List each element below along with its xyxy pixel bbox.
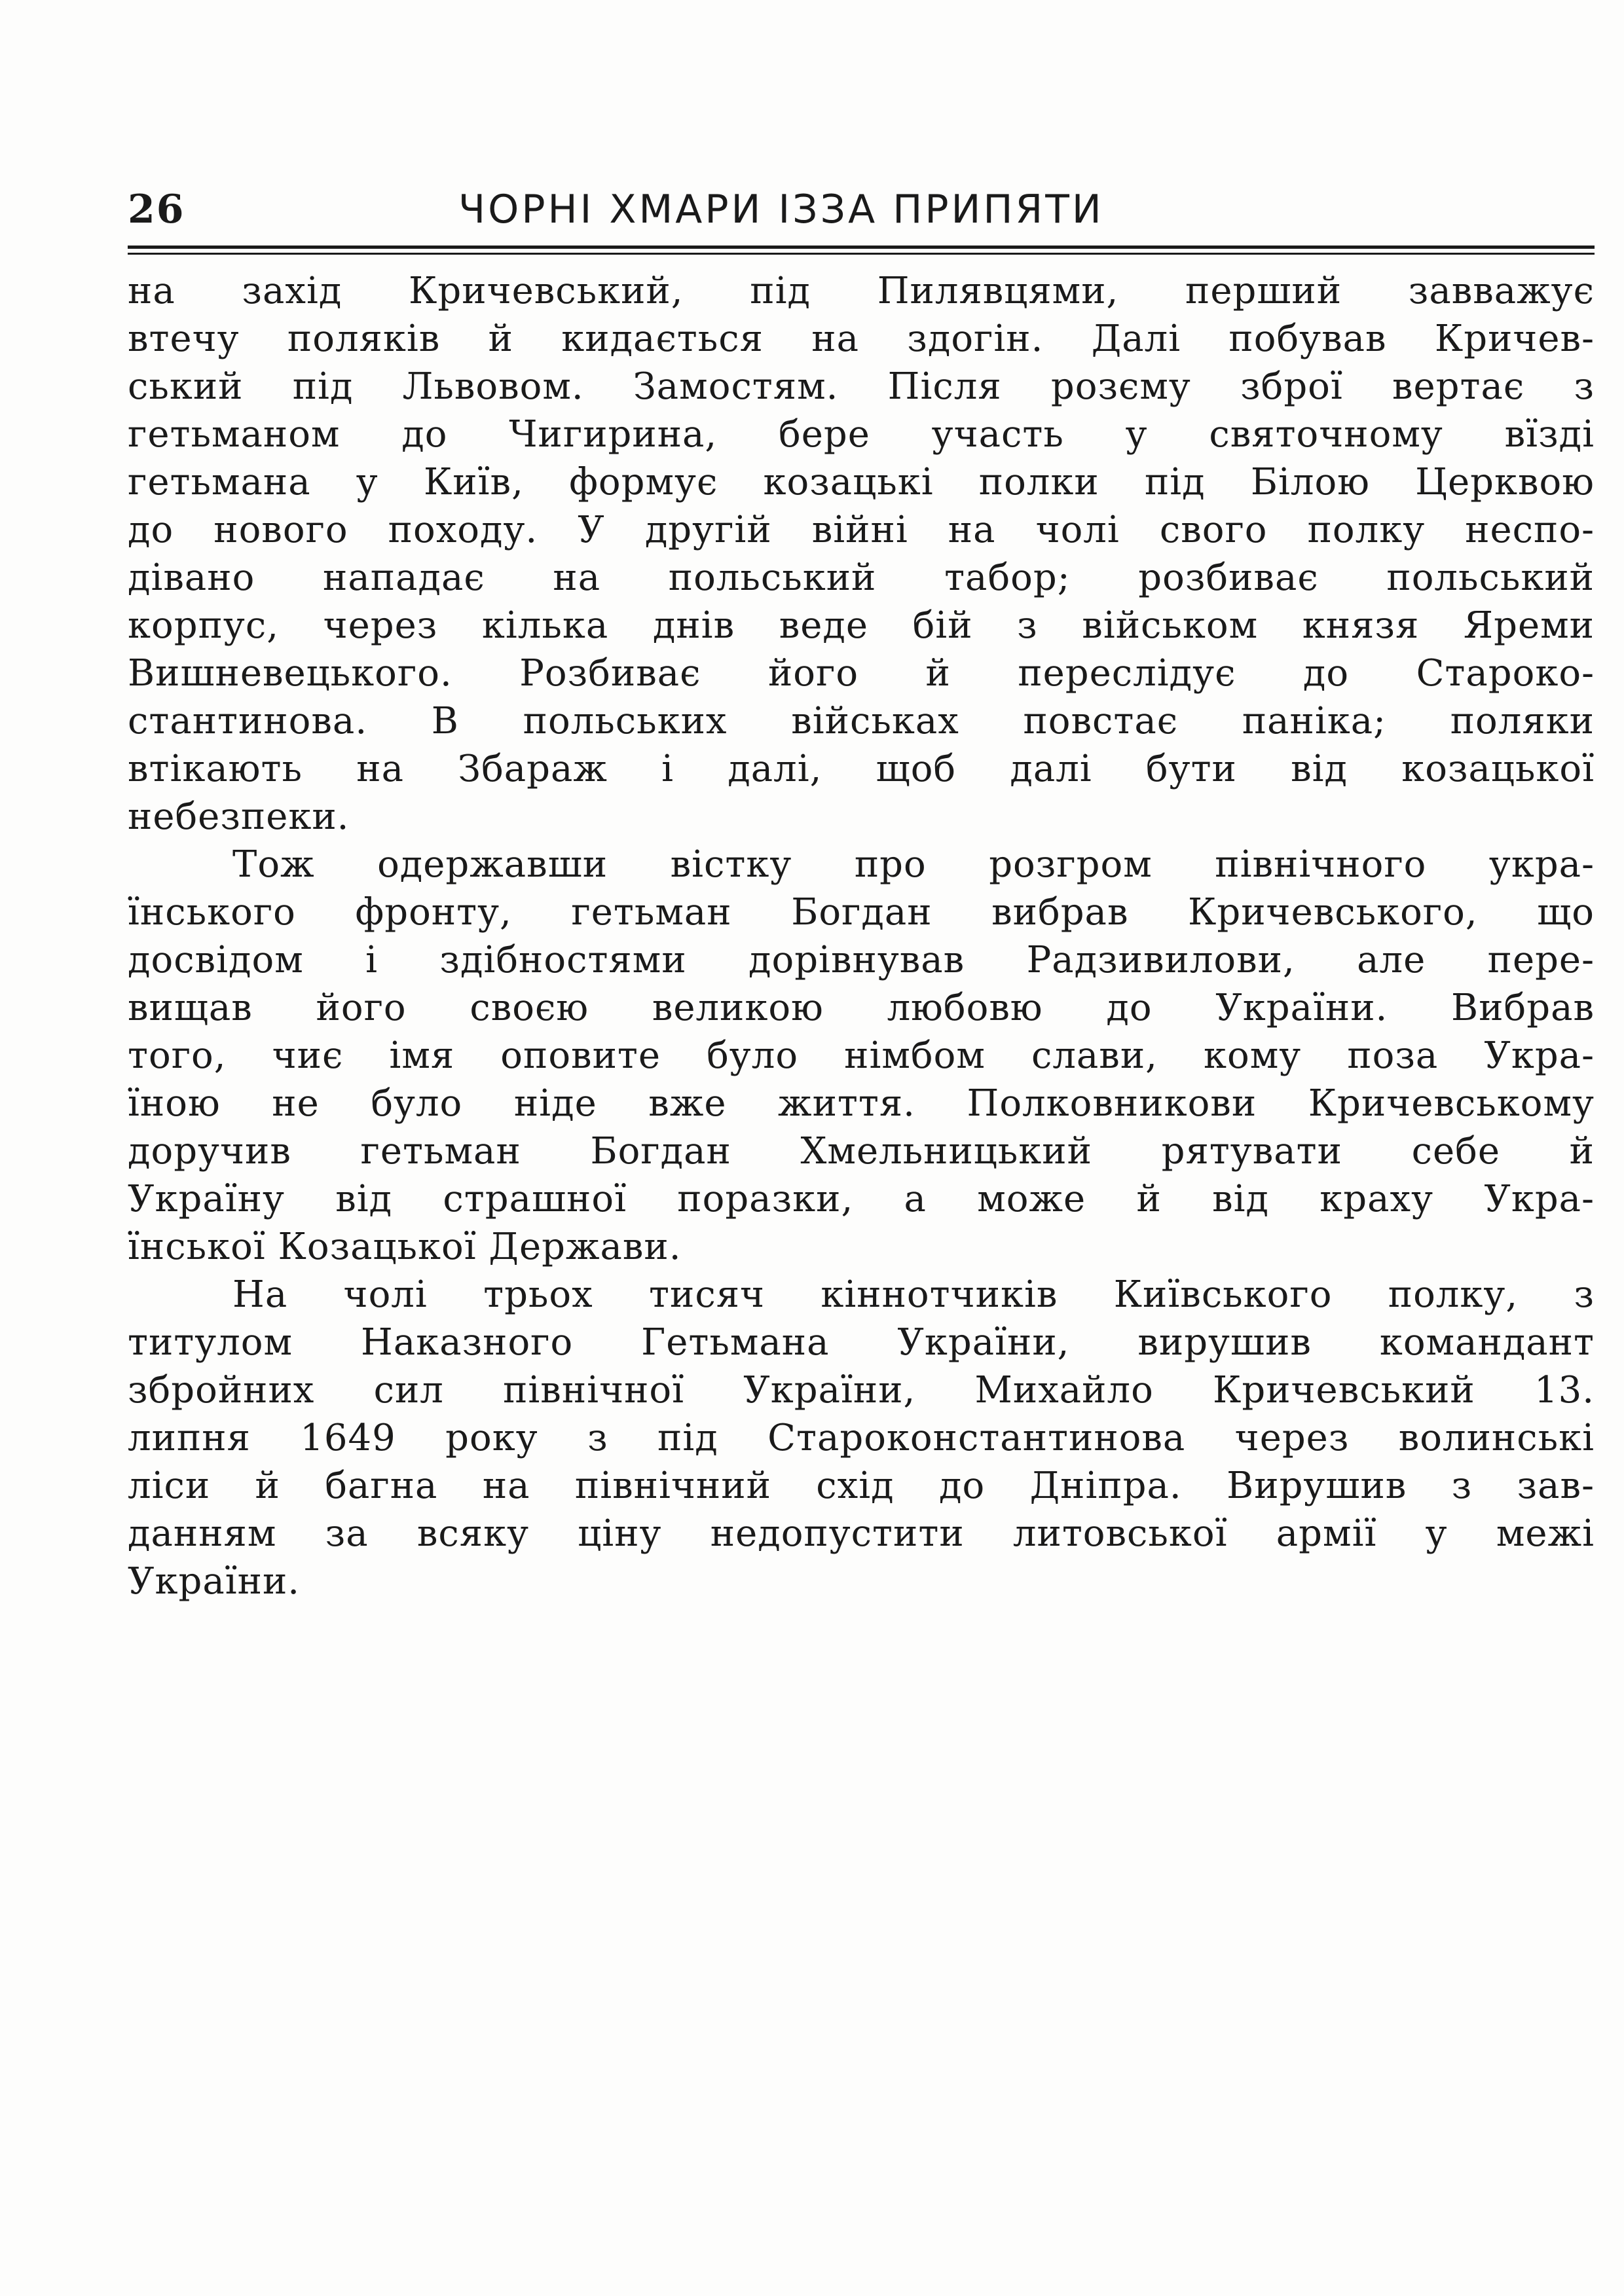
text-line: Вишневецького. Розбиває його й переслідує до Староко- xyxy=(128,652,1595,695)
text-line: гетьмана у Київ, формує козацькі полки під Білою Церквою xyxy=(128,461,1595,503)
text-line: їною не було ніде вже життя. Полковникови Кричевському xyxy=(128,1082,1595,1125)
header-rule xyxy=(128,246,1595,255)
text-line: втікають на Збараж і далі, щоб далі бути від козацької xyxy=(128,748,1595,790)
text-line: вищав його своєю великою любовю до України. Вибрав xyxy=(128,987,1595,1029)
text-line: стантинова. В польських військах повстає паніка; поляки xyxy=(128,700,1595,742)
text-line: титулом Наказного Гетьмана України, вирушив командант xyxy=(128,1321,1595,1364)
text-line: втечу поляків й кидається на здогін. Далі побував Кричев- xyxy=(128,318,1595,360)
running-title: ЧОРНІ ХМАРИ ІЗЗА ПРИПЯТИ xyxy=(458,187,1104,232)
text-line: корпус, через кілька днів веде бій з військом князя Яреми xyxy=(128,604,1595,647)
page-number: 26 xyxy=(128,187,185,232)
text-line: того, чиє імя оповите було німбом слави, кому поза Укра- xyxy=(128,1034,1595,1077)
text-line: збройних сил північної України, Михайло Кричевський 13. xyxy=(128,1369,1595,1412)
text-line: ліси й багна на північний схід до Дніпра. Вирушив з зав- xyxy=(128,1465,1595,1507)
body-text xyxy=(128,267,1595,1605)
text-line: липня 1649 року з під Староконстантинова через волинські xyxy=(128,1417,1595,1459)
text-line: до нового походу. У другій війні на чолі свого полку неспо- xyxy=(128,509,1595,551)
text-line: їнського фронту, гетьман Богдан вибрав Кричевського, що xyxy=(128,891,1595,934)
text-line: досвідом і здібностями дорівнував Радзивилови, але пере- xyxy=(128,939,1595,981)
text-line: України. xyxy=(128,1560,301,1603)
text-line: ський під Львовом. Замостям. Після розєму зброї вертає з xyxy=(128,365,1595,408)
text-line: дівано нападає на польський табор; розбиває польський xyxy=(128,556,1595,599)
page-header xyxy=(128,180,1595,239)
text-line: Україну від страшної поразки, а може й від краху Укра- xyxy=(128,1178,1595,1220)
text-line: данням за всяку ціну недопустити литовської армії у межі xyxy=(128,1512,1595,1555)
text-line: на захід Кричевський, під Пилявцями, перший завважує xyxy=(128,270,1595,312)
text-line: доручив гетьман Богдан Хмельницький рятувати себе й xyxy=(128,1130,1595,1173)
text-line: На чолі трьох тисяч кіннотчиків Київського полку, з xyxy=(232,1273,1595,1316)
text-line: небезпеки. xyxy=(128,795,350,838)
text-line: їнської Козацької Держави. xyxy=(128,1226,682,1268)
text-line: гетьманом до Чигирина, бере участь у святочному вїзді xyxy=(128,413,1595,456)
text-line: Тож одержавши вістку про розгром північного укра- xyxy=(232,843,1595,886)
